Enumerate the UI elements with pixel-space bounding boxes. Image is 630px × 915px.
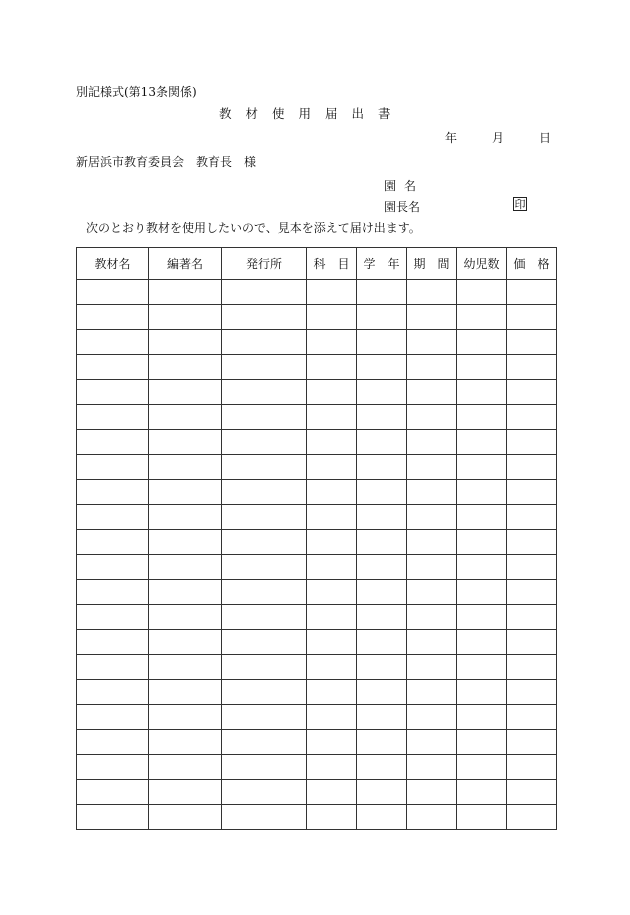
table-cell[interactable]: [149, 280, 222, 305]
table-row: [77, 580, 557, 605]
table-cell[interactable]: [457, 730, 507, 755]
table-cell[interactable]: [222, 355, 307, 380]
table-cell[interactable]: [149, 580, 222, 605]
table-row: [77, 730, 557, 755]
table-cell[interactable]: [307, 730, 357, 755]
table-cell[interactable]: [77, 355, 149, 380]
column-header-material-name: 教材名: [77, 248, 149, 280]
table-row: [77, 680, 557, 705]
table-cell[interactable]: [407, 280, 457, 305]
table-cell[interactable]: [357, 555, 407, 580]
table-cell[interactable]: [149, 355, 222, 380]
table-cell[interactable]: [77, 505, 149, 530]
table-row: [77, 630, 557, 655]
table-cell[interactable]: [407, 380, 457, 405]
table-cell[interactable]: [407, 780, 457, 805]
table-cell[interactable]: [307, 755, 357, 780]
table-cell[interactable]: [77, 430, 149, 455]
table-cell[interactable]: [357, 630, 407, 655]
table-row: [77, 305, 557, 330]
table-cell[interactable]: [307, 455, 357, 480]
table-cell[interactable]: [149, 555, 222, 580]
table-cell[interactable]: [307, 305, 357, 330]
table-cell[interactable]: [457, 355, 507, 380]
table-cell[interactable]: [222, 505, 307, 530]
table-cell[interactable]: [307, 705, 357, 730]
table-cell[interactable]: [307, 805, 357, 830]
table-cell[interactable]: [507, 780, 557, 805]
table-cell[interactable]: [222, 680, 307, 705]
table-cell[interactable]: [307, 630, 357, 655]
table-row: [77, 380, 557, 405]
table-row: [77, 655, 557, 680]
table-cell[interactable]: [307, 505, 357, 530]
table-cell[interactable]: [357, 455, 407, 480]
table-cell[interactable]: [507, 630, 557, 655]
table-cell[interactable]: [222, 605, 307, 630]
table-cell[interactable]: [222, 805, 307, 830]
materials-table: [76, 247, 557, 830]
table-cell[interactable]: [407, 530, 457, 555]
table-cell[interactable]: [77, 305, 149, 330]
table-row: [77, 530, 557, 555]
table-cell[interactable]: [307, 680, 357, 705]
table-cell[interactable]: [507, 380, 557, 405]
table-cell[interactable]: [407, 505, 457, 530]
table-cell[interactable]: [457, 380, 507, 405]
table-cell[interactable]: [457, 555, 507, 580]
table-cell[interactable]: [77, 405, 149, 430]
table-cell[interactable]: [77, 555, 149, 580]
table-cell[interactable]: [457, 280, 507, 305]
table-cell[interactable]: [507, 305, 557, 330]
table-cell[interactable]: [457, 430, 507, 455]
table-cell[interactable]: [149, 480, 222, 505]
addressee: 新居浜市教育委員会 教育長 様: [76, 155, 257, 169]
table-cell[interactable]: [357, 680, 407, 705]
column-header-price: 価 格: [507, 248, 557, 280]
table-cell[interactable]: [149, 430, 222, 455]
table-cell[interactable]: [457, 330, 507, 355]
table-row: [77, 555, 557, 580]
table-cell[interactable]: [149, 605, 222, 630]
table-header-row: [77, 248, 557, 280]
table-cell[interactable]: [357, 305, 407, 330]
table-cell[interactable]: [307, 780, 357, 805]
table-cell[interactable]: [222, 780, 307, 805]
table-row: [77, 780, 557, 805]
table-cell[interactable]: [307, 480, 357, 505]
table-cell[interactable]: [307, 555, 357, 580]
table-cell[interactable]: [149, 530, 222, 555]
column-header-grade: 学 年: [357, 248, 407, 280]
table-row: [77, 455, 557, 480]
table-cell[interactable]: [307, 405, 357, 430]
table-cell[interactable]: [407, 330, 457, 355]
table-cell[interactable]: [407, 805, 457, 830]
table-cell[interactable]: [149, 680, 222, 705]
table-row: [77, 480, 557, 505]
table-cell[interactable]: [357, 330, 407, 355]
table-cell[interactable]: [407, 755, 457, 780]
table-cell[interactable]: [77, 330, 149, 355]
table-cell[interactable]: [457, 605, 507, 630]
table-cell[interactable]: [307, 330, 357, 355]
table-cell[interactable]: [149, 655, 222, 680]
table-cell[interactable]: [149, 380, 222, 405]
table-cell[interactable]: [457, 530, 507, 555]
principal-name-label: 園長名: [384, 200, 421, 214]
table-cell[interactable]: [507, 805, 557, 830]
column-header-children-count: 幼児数: [457, 248, 507, 280]
table-cell[interactable]: [357, 805, 407, 830]
table-cell[interactable]: [357, 480, 407, 505]
table-cell[interactable]: [307, 605, 357, 630]
table-cell[interactable]: [307, 530, 357, 555]
table-cell[interactable]: [222, 305, 307, 330]
date-year-label: 年: [445, 131, 458, 145]
table-cell[interactable]: [507, 430, 557, 455]
table-cell[interactable]: [407, 455, 457, 480]
table-cell[interactable]: [77, 630, 149, 655]
table-cell[interactable]: [149, 455, 222, 480]
table-cell[interactable]: [407, 630, 457, 655]
table-cell[interactable]: [407, 430, 457, 455]
table-cell[interactable]: [149, 405, 222, 430]
table-cell[interactable]: [222, 580, 307, 605]
table-row: [77, 755, 557, 780]
table-cell[interactable]: [357, 780, 407, 805]
table-cell[interactable]: [457, 680, 507, 705]
table-cell[interactable]: [357, 380, 407, 405]
table-cell[interactable]: [407, 580, 457, 605]
table-cell[interactable]: [507, 680, 557, 705]
table-cell[interactable]: [307, 580, 357, 605]
table-cell[interactable]: [149, 305, 222, 330]
table-cell[interactable]: [357, 580, 407, 605]
intro-text: 次のとおり教材を使用したいので、見本を添えて届け出ます。: [86, 221, 421, 235]
table-cell[interactable]: [507, 755, 557, 780]
table-cell[interactable]: [307, 655, 357, 680]
table-cell[interactable]: [507, 530, 557, 555]
table-cell[interactable]: [407, 405, 457, 430]
table-cell[interactable]: [77, 780, 149, 805]
table-cell[interactable]: [457, 455, 507, 480]
column-header-publisher: 発行所: [222, 248, 307, 280]
table-cell[interactable]: [507, 455, 557, 480]
table-cell[interactable]: [77, 380, 149, 405]
table-cell[interactable]: [457, 780, 507, 805]
table-cell[interactable]: [507, 330, 557, 355]
table-cell[interactable]: [457, 805, 507, 830]
date-day-label: 日: [539, 131, 552, 145]
table-cell[interactable]: [457, 305, 507, 330]
table-cell[interactable]: [407, 355, 457, 380]
table-cell[interactable]: [407, 605, 457, 630]
table-cell[interactable]: [77, 480, 149, 505]
table-cell[interactable]: [507, 555, 557, 580]
table-cell[interactable]: [357, 705, 407, 730]
table-cell[interactable]: [457, 505, 507, 530]
table-cell[interactable]: [507, 705, 557, 730]
table-cell[interactable]: [457, 755, 507, 780]
table-cell[interactable]: [507, 605, 557, 630]
table-row: [77, 330, 557, 355]
table-cell[interactable]: [222, 330, 307, 355]
table-cell[interactable]: [457, 580, 507, 605]
table-row: [77, 430, 557, 455]
table-cell[interactable]: [149, 805, 222, 830]
table-cell[interactable]: [507, 355, 557, 380]
table-cell[interactable]: [77, 705, 149, 730]
document-title: 教材使用届出書: [219, 106, 405, 121]
table-cell[interactable]: [77, 530, 149, 555]
table-cell[interactable]: [222, 380, 307, 405]
table-cell[interactable]: [307, 430, 357, 455]
table-cell[interactable]: [222, 280, 307, 305]
table-cell[interactable]: [149, 505, 222, 530]
table-cell[interactable]: [307, 280, 357, 305]
table-cell[interactable]: [307, 355, 357, 380]
table-cell[interactable]: [222, 630, 307, 655]
table-row: [77, 355, 557, 380]
table-cell[interactable]: [357, 530, 407, 555]
table-row: [77, 705, 557, 730]
table-cell[interactable]: [407, 655, 457, 680]
form-reference: 別記様式(第13条関係): [76, 85, 197, 99]
table-cell[interactable]: [222, 755, 307, 780]
table-cell[interactable]: [149, 630, 222, 655]
table-cell[interactable]: [457, 480, 507, 505]
table-row: [77, 605, 557, 630]
table-cell[interactable]: [149, 330, 222, 355]
table-body: [77, 280, 557, 830]
table-cell[interactable]: [507, 580, 557, 605]
table-cell[interactable]: [149, 755, 222, 780]
table-cell[interactable]: [407, 730, 457, 755]
table-cell[interactable]: [457, 705, 507, 730]
table-cell[interactable]: [222, 530, 307, 555]
table-cell[interactable]: [507, 655, 557, 680]
table-cell[interactable]: [407, 555, 457, 580]
table-cell[interactable]: [357, 280, 407, 305]
table-row: [77, 505, 557, 530]
table-cell[interactable]: [77, 730, 149, 755]
table-cell[interactable]: [407, 480, 457, 505]
table-cell[interactable]: [507, 730, 557, 755]
table-cell[interactable]: [149, 705, 222, 730]
table-cell[interactable]: [222, 405, 307, 430]
date-month-label: 月: [492, 131, 505, 145]
table-cell[interactable]: [507, 280, 557, 305]
table-cell[interactable]: [507, 505, 557, 530]
table-cell[interactable]: [357, 755, 407, 780]
table-cell[interactable]: [357, 430, 407, 455]
table-cell[interactable]: [407, 705, 457, 730]
table-cell[interactable]: [357, 655, 407, 680]
table-cell[interactable]: [77, 455, 149, 480]
table-cell[interactable]: [222, 655, 307, 680]
table-cell[interactable]: [457, 405, 507, 430]
table-cell[interactable]: [77, 805, 149, 830]
table-cell[interactable]: [149, 730, 222, 755]
column-header-author: 編著名: [149, 248, 222, 280]
table-cell[interactable]: [507, 405, 557, 430]
table-cell[interactable]: [77, 680, 149, 705]
table-cell[interactable]: [77, 280, 149, 305]
table-cell[interactable]: [149, 780, 222, 805]
table-cell[interactable]: [357, 505, 407, 530]
table-row: [77, 405, 557, 430]
table-cell[interactable]: [457, 655, 507, 680]
table-cell[interactable]: [357, 405, 407, 430]
table-cell[interactable]: [357, 355, 407, 380]
table-cell[interactable]: [222, 430, 307, 455]
table-cell[interactable]: [407, 680, 457, 705]
seal-mark: 印: [514, 197, 526, 211]
kindergarten-name-label: 園名: [384, 179, 425, 193]
table-row: [77, 805, 557, 830]
table-cell[interactable]: [307, 380, 357, 405]
column-header-period: 期 間: [407, 248, 457, 280]
table-cell[interactable]: [77, 580, 149, 605]
table-row: [77, 280, 557, 305]
table-cell[interactable]: [222, 480, 307, 505]
table-cell[interactable]: [77, 755, 149, 780]
table-cell[interactable]: [222, 455, 307, 480]
table-cell[interactable]: [222, 705, 307, 730]
table-cell[interactable]: [222, 555, 307, 580]
table-cell[interactable]: [77, 655, 149, 680]
column-header-subject: 科 目: [307, 248, 357, 280]
table-cell[interactable]: [457, 630, 507, 655]
table-cell[interactable]: [507, 480, 557, 505]
table-cell[interactable]: [222, 730, 307, 755]
table-cell[interactable]: [407, 305, 457, 330]
table-cell[interactable]: [357, 730, 407, 755]
table-cell[interactable]: [77, 605, 149, 630]
table-cell[interactable]: [357, 605, 407, 630]
